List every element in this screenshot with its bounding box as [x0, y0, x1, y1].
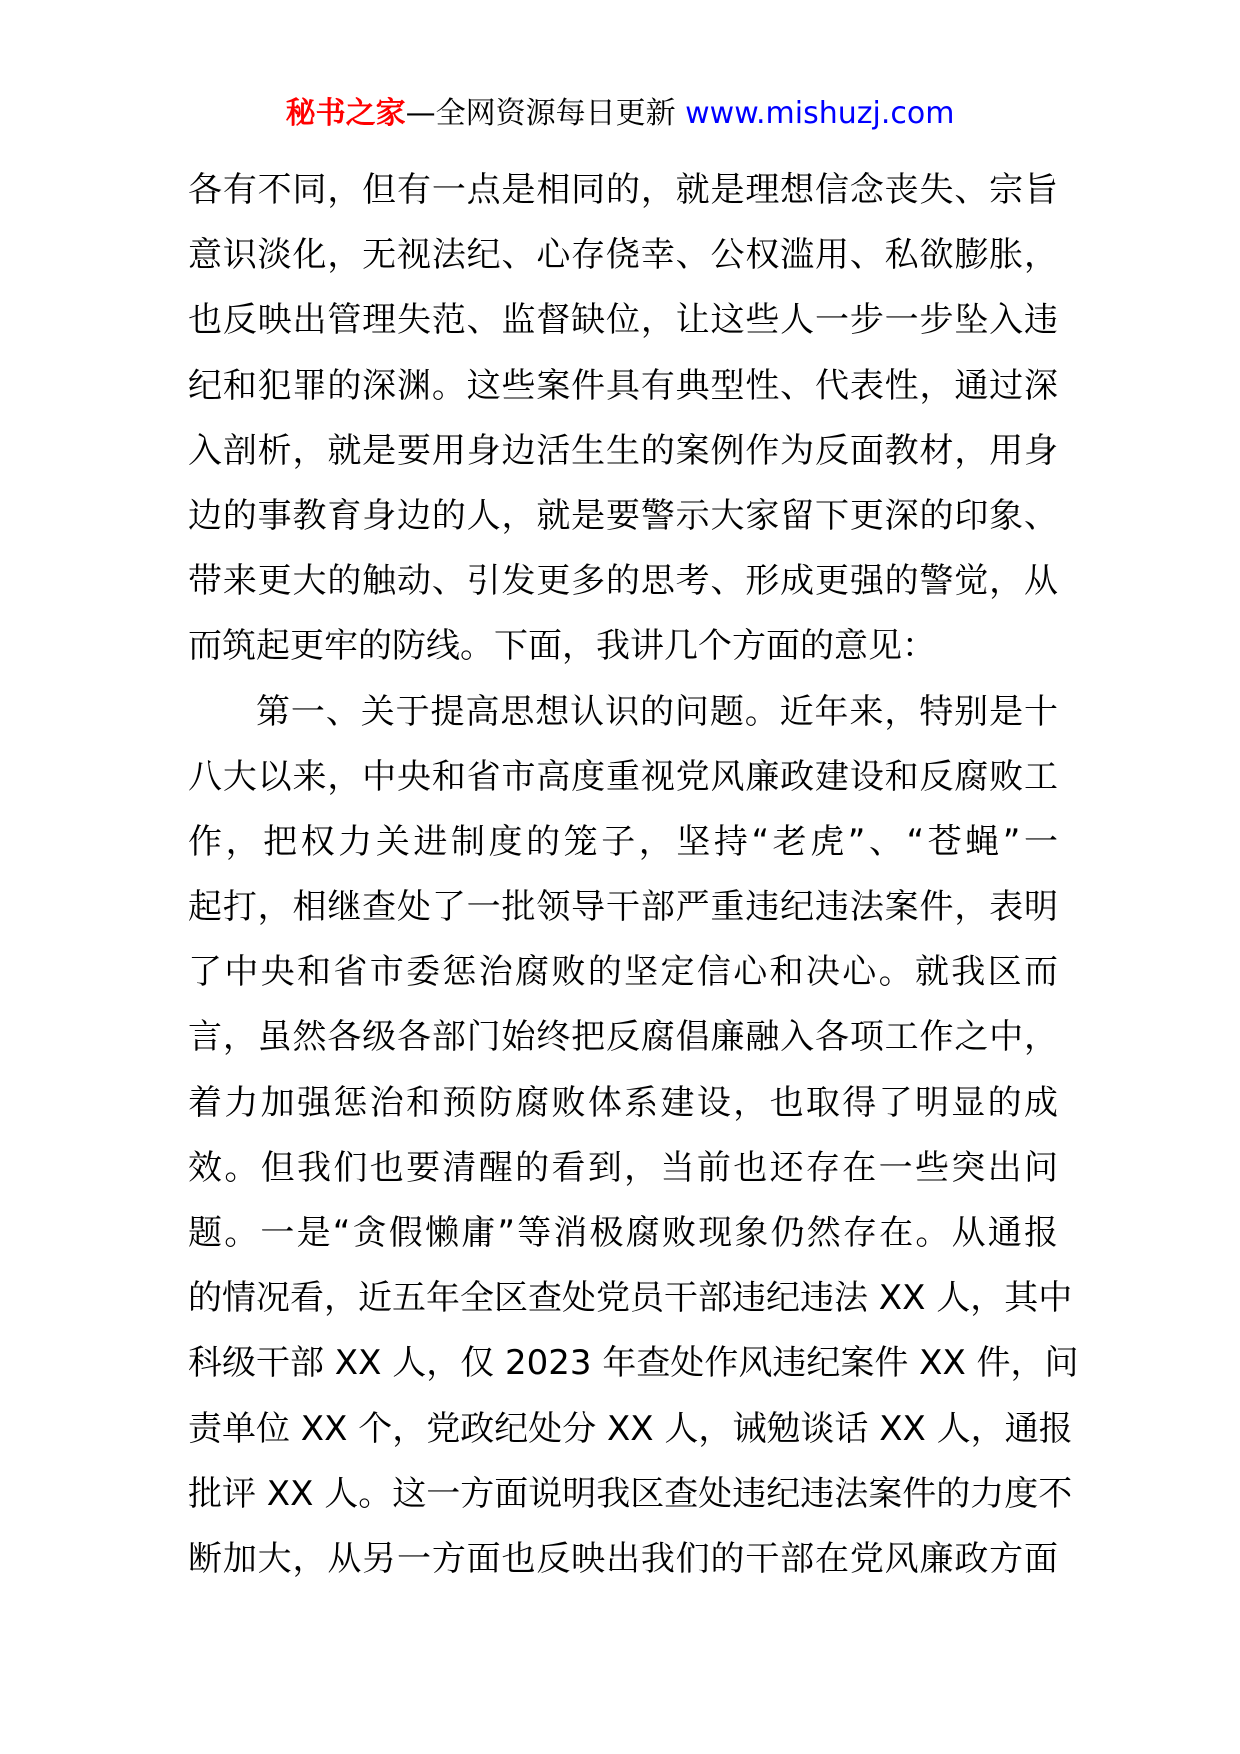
text-line: 也反映出管理失范、监督缺位，让这些人一步一步坠入违	[188, 300, 1058, 341]
text-line: 题。一是“贪假懒庸”等消极腐败现象仍然存在。从通报	[188, 1213, 1058, 1253]
site-brand: 秘书之家	[285, 96, 406, 131]
text-line: 入剖析，就是要用身边活生生的案例作为反面教材，用身	[188, 430, 1058, 471]
text-line: 起打，相继查处了一批领导干部严重违纪违法案件，表明	[188, 887, 1058, 928]
text-line: 的情况看，近五年全区查处党员干部违纪违法 XX 人，其中	[188, 1278, 1073, 1319]
page-header	[0, 94, 1240, 134]
text-line: 而筑起更牢的防线。下面，我讲几个方面的意见：	[188, 626, 936, 667]
text-line: 作，把权力关进制度的笼子，坚持“老虎”、“苍蝇”一	[188, 821, 1058, 862]
text-line: 各有不同，但有一点是相同的，就是理想信念丧失、宗旨	[188, 170, 1058, 210]
text-line: 着力加强惩治和预防腐败体系建设，也取得了明显的成	[188, 1082, 1058, 1123]
text-line: 科级干部 XX 人，仅 2023 年查处作风违纪案件 XX 件，问	[188, 1343, 1079, 1384]
text-line: 边的事教育身边的人，就是要警示大家留下更深的印象、	[188, 495, 1058, 536]
text-line: 纪和犯罪的深渊。这些案件具有典型性、代表性，通过深	[188, 365, 1058, 406]
text-line: 言，虽然各级各部门始终把反腐倡廉融入各项工作之中，	[188, 1017, 1058, 1058]
text-line: 责单位 XX 个，党政纪处分 XX 人，诫勉谈话 XX 人，通报	[188, 1408, 1073, 1449]
text-line: 断加大，从另一方面也反映出我们的干部在党风廉政方面	[188, 1538, 1058, 1579]
text-line: 意识淡化，无视法纪、心存侥幸、公权滥用、私欲膨胀，	[188, 235, 1058, 276]
text-line: 效。但我们也要清醒的看到，当前也还存在一些突出问	[188, 1147, 1058, 1188]
text-line: 了中央和省市委惩治腐败的坚定信心和决心。就我区而	[188, 952, 1058, 993]
text-line: 八大以来，中央和省市高度重视党风廉政建设和反腐败工	[188, 756, 1058, 797]
document-body	[188, 158, 1079, 1592]
text-line-paragraph-start: 第一、关于提高思想认识的问题。近年来，特别是十	[256, 691, 1058, 732]
text-line: 批评 XX 人。这一方面说明我区查处违纪违法案件的力度不	[188, 1473, 1073, 1514]
text-line: 带来更大的触动、引发更多的思考、形成更强的警觉，从	[188, 561, 1058, 602]
site-url-link[interactable]: www.mishuzj.com	[685, 96, 955, 131]
site-slogan: —全网资源每日更新	[405, 96, 676, 131]
